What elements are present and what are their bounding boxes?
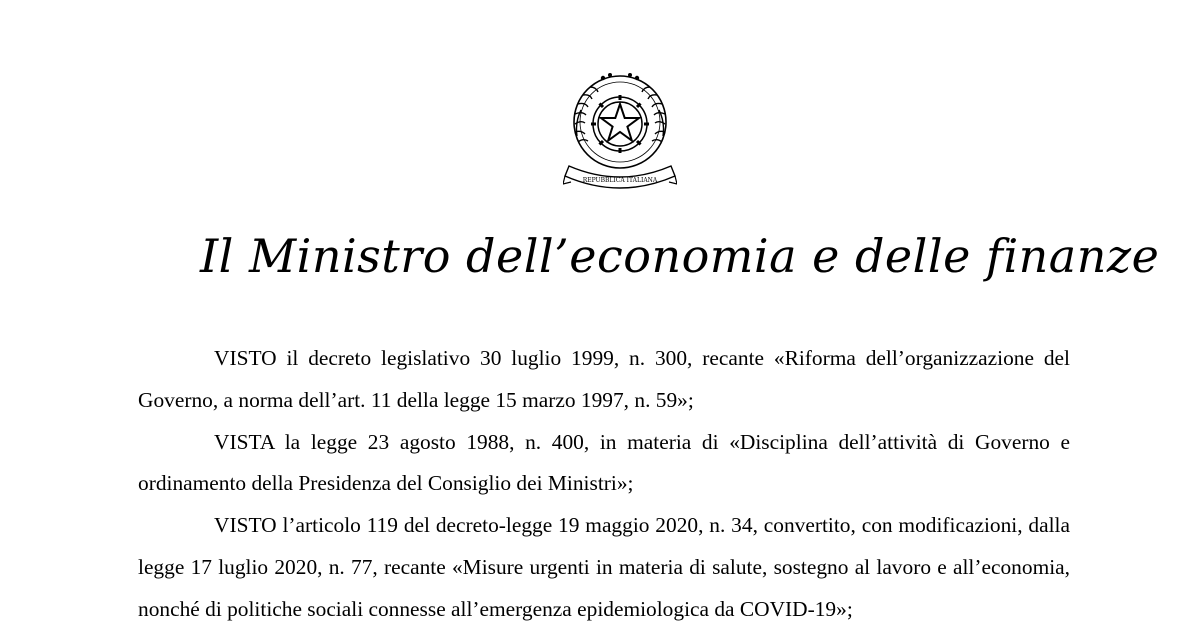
paragraph-vista-legge-400-1988: VISTA la legge 23 agosto 1988, n. 400, in materia di «Disciplina dell’attività di Governo e ordinamento della Presidenza del Consiglio dei Ministri»;: [138, 429, 1070, 496]
paragraph-visto-articolo-119: VISTO l’articolo 119 del decreto-legge 19 maggio 2020, n. 34, convertito, con modificazioni, dalla legge 17 luglio 2020, n. 77, recante «Misure urgenti in materia di salute, sostegno al lavoro e all’economia, nonché di politiche sociali connesse all’emergenza epidemiologica da COVID-19»;: [138, 513, 1070, 621]
italian-republic-emblem-icon: [563, 66, 677, 194]
ministry-heading: Il Ministro dell’economia e delle finanze: [200, 229, 1160, 283]
emblem-inscription: REPUBBLICA ITALIANA: [582, 177, 658, 184]
paragraph-visto-dlgs-300-1999: VISTO il decreto legislativo 30 luglio 1999, n. 300, recante «Riforma dell’organizzazione del Governo, a norma dell’art. 11 della legge 15 marzo 1997, n. 59»;: [138, 346, 1070, 412]
document-body: [138, 338, 1070, 631]
